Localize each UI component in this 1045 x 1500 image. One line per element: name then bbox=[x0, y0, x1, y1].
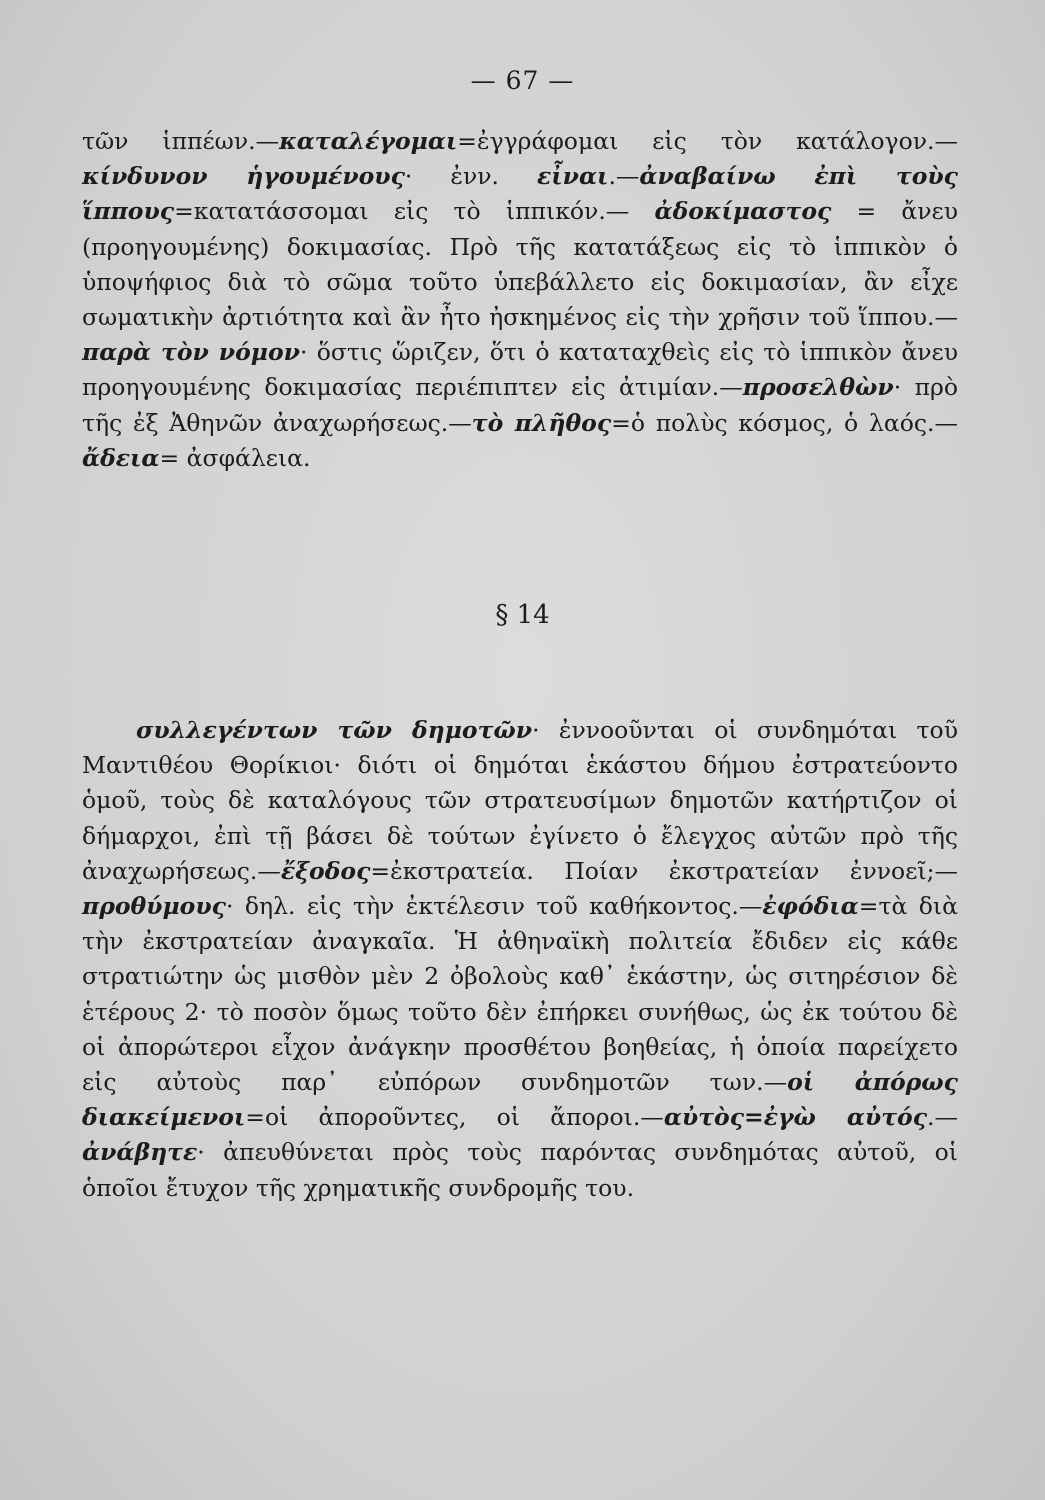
lemma-term: ἐφόδια bbox=[762, 892, 859, 921]
gloss-text: · δηλ. εἰς τὴν ἐκτέλεσιν τοῦ καθήκοντος.— bbox=[225, 892, 763, 921]
gloss-text: =ὁ πολὺς κόσμος, ὁ λαός.— bbox=[611, 408, 958, 437]
lemma-term: ἔξοδος bbox=[280, 856, 371, 885]
commentary-paragraph bbox=[82, 713, 958, 1206]
lemma-term: εἶναι bbox=[537, 162, 609, 191]
gloss-text: τῶν ἱππέων.— bbox=[82, 127, 280, 155]
gloss-text: · ἐννοοῦνται οἱ συνδημόται τοῦ Μαντιθέου Θορίκιοι· διότι οἱ δημόται ἑκάστου δήμου ἐστρατεύοντο ὁμοῦ, τοὺς δὲ καταλόγους τῶν στρατευσίμων δημοτῶν κατήρτιζον οἱ δήμαρχοι, ἐπὶ τῇ βάσει δὲ τούτων ἐγίνετο ὁ ἔλεγχος αὐτῶν πρὸ τῆς ἀναχωρήσεως.— bbox=[82, 716, 958, 885]
gloss-text: · ὅστις ὥριζεν, ὅτι ὁ καταταχθεὶς εἰς τὸ ἱππικὸν ἄνευ προηγουμένης δοκιμασίας περιέπιπτεν εἰς ἀτιμίαν.— bbox=[82, 338, 958, 402]
commentary-block-section-14 bbox=[82, 713, 958, 1206]
section-heading: § 14 bbox=[495, 600, 550, 630]
gloss-text: · ἐνν. bbox=[404, 162, 538, 191]
commentary-paragraph bbox=[82, 124, 958, 476]
lemma-term: προθύμους bbox=[82, 892, 226, 921]
lemma-term: κίνδυνον ἡγουμένους bbox=[82, 162, 405, 191]
gloss-text: = ἀσφάλεια. bbox=[159, 443, 311, 472]
gloss-text: · ἀπευθύνεται πρὸς τοὺς παρόντας συνδημότας αὐτοῦ, οἱ ὁποῖοι ἔτυχον τῆς χρηματικῆς συνδρομῆς του. bbox=[82, 1138, 958, 1202]
commentary-block-continued bbox=[82, 124, 958, 476]
lemma-term: ἄδεια bbox=[82, 443, 160, 472]
lemma-term: ἀδοκίμαστος bbox=[654, 197, 832, 226]
gloss-text: = ἄνευ (προηγουμένης) δοκιμασίας. Πρὸ τῆς κατατάξεως εἰς τὸ ἱππικὸν ὁ ὑποψήφιος διὰ τὸ σῶμα τοῦτο ὑπεβάλλετο εἰς δοκιμασίαν, ἂν εἶχε σωματικὴν ἀρτιότητα καὶ ἂν ἦτο ἠσκημένος εἰς τὴν χρῆσιν τοῦ ἵππου.— bbox=[82, 197, 958, 332]
lemma-term: αὐτὸς=ἐγὼ αὐτός bbox=[663, 1103, 928, 1132]
gloss-text: =ἐγγράφομαι εἰς τὸν κατάλογον.— bbox=[457, 127, 958, 155]
lemma-term: ἀνάβητε bbox=[82, 1138, 198, 1167]
gloss-text: =ἐκστρατεία. Ποίαν ἐκστρατείαν ἐννοεῖ;— bbox=[370, 856, 958, 885]
gloss-text: .— bbox=[927, 1103, 958, 1132]
lemma-term: προσελθὼν bbox=[742, 373, 894, 402]
lemma-term: συλλεγέντων τῶν δημοτῶν bbox=[136, 716, 533, 744]
page-number: — 67 — bbox=[470, 66, 575, 95]
lemma-term: καταλέγομαι bbox=[279, 127, 458, 155]
gloss-text: · πρὸ τῆς ἐξ Ἀθηνῶν ἀναχωρήσεως.— bbox=[82, 373, 958, 437]
lemma-term: ἀναβαίνω ἐπὶ τοὺς ἵππους bbox=[82, 162, 958, 226]
lemma-term: τὸ πλῆθος bbox=[471, 408, 612, 437]
gloss-text: .— bbox=[608, 162, 640, 191]
gloss-text: =τὰ διὰ τὴν ἐκστρατείαν ἀναγκαῖα. Ἡ ἀθηναϊκὴ πολιτεία ἔδιδεν εἰς κάθε στρατιώτην ὡς μισθὸν μὲν 2 ὀβολοὺς καθ᾽ ἑκάστην, ὡς σιτηρέσιον δὲ ἑτέρους 2· τὸ ποσὸν ὅμως τοῦτο δὲν ἐπήρκει συνήθως, ὡς ἐκ τούτου δὲ οἱ ἀπορώτεροι εἶχον ἀνάγκην προσθέτου βοηθείας, ἡ ὁποία παρείχετο εἰς αὐτοὺς παρ᾽ εὐπόρων συνδημοτῶν των.— bbox=[82, 892, 958, 1097]
lemma-term: οἱ ἀπόρως διακείμενοι bbox=[82, 1068, 958, 1132]
gloss-text: =κατατάσσομαι εἰς τὸ ἱππικόν.— bbox=[174, 197, 655, 226]
lemma-term: παρὰ τὸν νόμον bbox=[82, 338, 300, 367]
gloss-text: =οἱ ἀποροῦντες, οἱ ἄποροι.— bbox=[245, 1103, 664, 1132]
